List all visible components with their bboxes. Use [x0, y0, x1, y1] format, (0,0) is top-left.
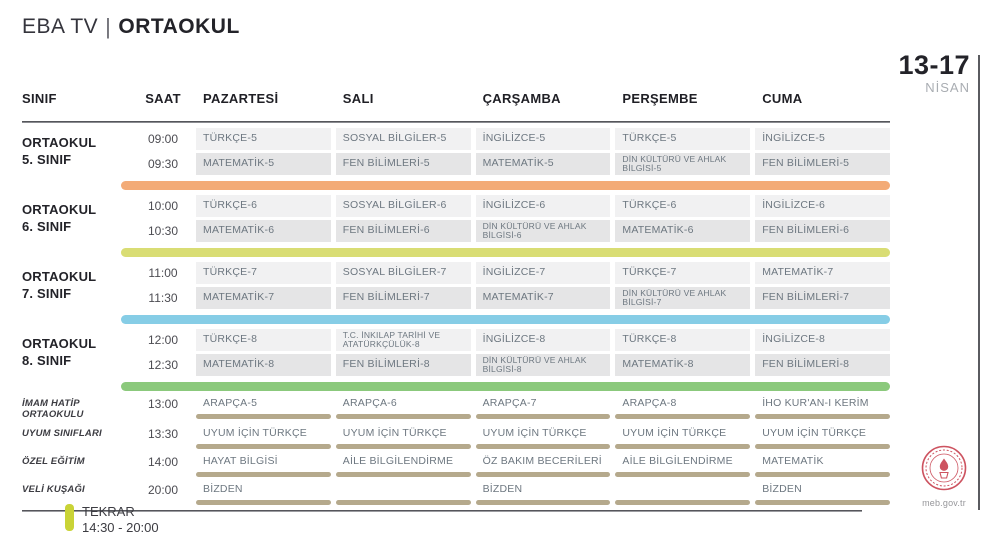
tan-underline-bar — [336, 500, 471, 505]
subject-cell — [755, 453, 890, 477]
tan-underline-bar — [196, 472, 331, 477]
time-cell: 20:00 — [147, 482, 179, 497]
subject-text: UYUM İÇİN TÜRKÇE — [482, 426, 587, 439]
subject-text: AİLE BİLGİLENDİRME — [622, 454, 733, 467]
subject-cell — [615, 425, 750, 449]
time-cell: 11:30 — [148, 291, 178, 305]
row-label: ÖZEL EĞİTİM — [22, 455, 85, 467]
row-label: UYUM SINIFLARI — [22, 427, 102, 439]
subject-text: ARAPÇA-6 — [342, 397, 397, 409]
subject-cell: İNGİLİZCE-5 — [755, 128, 890, 150]
separator-bar-grade7 — [121, 315, 890, 324]
column-header-sinif: SINIF — [22, 90, 57, 106]
column-header-persembe: PERŞEMBE — [622, 90, 698, 106]
repeat-marker-bar — [65, 504, 74, 531]
grade-label-line2: 8. SINIF — [22, 352, 72, 368]
repeat-label: TEKRAR — [82, 504, 135, 519]
date-range-days: 13-17 — [898, 50, 970, 80]
time-cell: 10:00 — [147, 199, 179, 213]
time-cell: 12:00 — [147, 333, 179, 347]
subject-cell: MATEMATİK-8 — [196, 354, 331, 376]
subject-cell: İNGİLİZCE-5 — [476, 128, 611, 150]
subject-cell — [615, 481, 750, 505]
grade-block-7 — [22, 262, 890, 309]
subject-cell: İNGİLİZCE-8 — [476, 329, 611, 351]
grade-label — [22, 269, 130, 302]
subject-text — [336, 481, 471, 497]
subject-cell — [615, 395, 750, 419]
tan-underline-bar — [615, 472, 750, 477]
header-divider-line — [22, 121, 890, 123]
subject-cell: MATEMATİK-6 — [615, 220, 750, 242]
date-range — [898, 52, 970, 94]
column-header-saat: SAAT — [145, 90, 181, 106]
subject-text: İHO KUR'AN-I KERİM — [762, 397, 869, 409]
subject-cell — [336, 481, 471, 505]
subject-cell: TÜRKÇE-6 — [615, 195, 750, 217]
time-cell: 13:30 — [147, 426, 179, 441]
subject-cell — [476, 395, 611, 419]
grade-label-line1: ORTAOKUL — [22, 202, 97, 218]
grade-label-line1: ORTAOKUL — [22, 269, 97, 285]
subject-cell: TÜRKÇE-8 — [196, 329, 331, 351]
tan-underline-bar — [476, 472, 611, 477]
subject-cell: DİN KÜLTÜRÜ VE AHLAK BİLGİSİ-6 — [476, 220, 611, 242]
subject-text: UYUM İÇİN TÜRKÇE — [762, 426, 867, 439]
subject-text: ARAPÇA-7 — [482, 397, 537, 409]
separator-bar-grade6 — [121, 248, 890, 257]
subject-cell: SOSYAL BİLGİLER-6 — [336, 195, 471, 217]
row-label: VELİ KUŞAĞI — [22, 483, 85, 495]
subject-text: ARAPÇA-8 — [622, 397, 677, 409]
subject-cell — [336, 453, 471, 477]
time-cell: 13:00 — [147, 397, 179, 411]
separator-bar-grade8 — [121, 382, 890, 391]
subject-cell: TÜRKÇE-7 — [196, 262, 331, 284]
tan-underline-bar — [755, 414, 890, 419]
meb-logo-caption: meb.gov.tr — [922, 498, 966, 508]
subject-cell: İNGİLİZCE-8 — [755, 329, 890, 351]
subject-cell: FEN BİLİMLERİ-6 — [755, 220, 890, 242]
tan-underline-bar — [196, 444, 331, 449]
subject-cell — [476, 453, 611, 477]
grade-block-6 — [22, 195, 890, 242]
grade-block-8 — [22, 329, 890, 376]
title-divider: | — [105, 14, 112, 39]
subject-cell: TÜRKÇE-7 — [615, 262, 750, 284]
subject-cell: İNGİLİZCE-6 — [755, 195, 890, 217]
subject-cell: MATEMATİK-8 — [615, 354, 750, 376]
subject-cell: FEN BİLİMLERİ-5 — [336, 153, 471, 175]
subject-cell — [196, 395, 331, 419]
subject-cell — [755, 481, 890, 505]
subject-cell: MATEMATİK-7 — [196, 287, 331, 309]
row-uyum-siniflari — [22, 425, 890, 449]
grade-label-line2: 7. SINIF — [22, 285, 72, 301]
column-header-carsamba: ÇARŞAMBA — [482, 90, 561, 106]
subject-cell — [755, 395, 890, 419]
page-title — [22, 14, 240, 40]
tan-underline-bar — [196, 500, 331, 505]
column-header-pazartesi: PAZARTESİ — [203, 90, 279, 106]
time-cell: 09:30 — [147, 157, 179, 171]
subject-cell: MATEMATİK-7 — [755, 262, 890, 284]
subject-cell — [196, 481, 331, 505]
row-imam-hatip — [22, 395, 890, 421]
subject-cell: TÜRKÇE-8 — [615, 329, 750, 351]
grade-label-line1: ORTAOKUL — [22, 336, 97, 352]
time-cell: 09:00 — [147, 132, 179, 146]
subject-cell: FEN BİLİMLERİ-5 — [755, 153, 890, 175]
subject-cell: T.C. İNKILAP TARİHİ VE ATATÜRKÇÜLÜK-8 — [336, 329, 471, 351]
schedule-table — [22, 88, 890, 512]
tan-underline-bar — [336, 444, 471, 449]
grade-label — [22, 135, 130, 168]
subject-cell — [336, 425, 471, 449]
tan-underline-bar — [615, 500, 750, 505]
subject-cell — [196, 453, 331, 477]
row-ozel-egitim — [22, 453, 890, 477]
subject-cell — [196, 425, 331, 449]
time-cell: 14:00 — [147, 454, 179, 469]
grade-label-line2: 5. SINIF — [22, 151, 72, 167]
tan-underline-bar — [755, 444, 890, 449]
tan-underline-bar — [476, 500, 611, 505]
subject-cell: SOSYAL BİLGİLER-5 — [336, 128, 471, 150]
subject-cell: FEN BİLİMLERİ-7 — [336, 287, 471, 309]
subject-cell: DİN KÜLTÜRÜ VE AHLAK BİLGİSİ-5 — [615, 153, 750, 175]
subject-text: BİZDEN — [203, 482, 243, 495]
subject-cell — [615, 453, 750, 477]
row-label: İMAM HATİP ORTAOKULU — [22, 398, 84, 421]
subject-cell: FEN BİLİMLERİ-6 — [336, 220, 471, 242]
grade-label — [22, 202, 130, 235]
tan-underline-bar — [755, 472, 890, 477]
tan-underline-bar — [476, 444, 611, 449]
subject-cell: İNGİLİZCE-7 — [476, 262, 611, 284]
repeat-time: 14:30 - 20:00 — [82, 520, 159, 535]
subject-text: UYUM İÇİN TÜRKÇE — [203, 426, 307, 439]
tan-underline-bar — [336, 414, 471, 419]
subject-cell: MATEMATİK-7 — [476, 287, 611, 309]
tan-underline-bar — [615, 414, 750, 419]
subject-text: BİZDEN — [482, 482, 523, 495]
subject-cell: FEN BİLİMLERİ-7 — [755, 287, 890, 309]
section-name: ORTAOKUL — [118, 15, 240, 38]
subject-cell: TÜRKÇE-5 — [196, 128, 331, 150]
tan-underline-bar — [476, 414, 611, 419]
subject-cell: İNGİLİZCE-6 — [476, 195, 611, 217]
subject-cell: DİN KÜLTÜRÜ VE AHLAK BİLGİSİ-8 — [476, 354, 611, 376]
tan-underline-bar — [615, 444, 750, 449]
subject-cell: MATEMATİK-6 — [196, 220, 331, 242]
subject-text: MATEMATİK — [762, 454, 824, 467]
subject-text: UYUM İÇİN TÜRKÇE — [622, 426, 727, 439]
subject-text: HAYAT BİLGİSİ — [203, 454, 278, 467]
time-cell: 12:30 — [147, 358, 179, 372]
grade-label-line1: ORTAOKUL — [22, 135, 97, 151]
subject-cell: MATEMATİK-5 — [476, 153, 611, 175]
column-header-sali: SALI — [342, 90, 374, 106]
time-cell: 11:00 — [148, 266, 178, 280]
grade-label-line2: 6. SINIF — [22, 218, 72, 234]
tan-underline-bar — [336, 472, 471, 477]
subject-cell — [755, 425, 890, 449]
column-header-cuma: CUMA — [762, 90, 803, 106]
brand-name: EBA TV — [22, 15, 99, 38]
meb-seal-icon — [920, 444, 968, 492]
subject-text — [615, 481, 750, 497]
subject-cell — [336, 395, 471, 419]
subject-cell: TÜRKÇE-6 — [196, 195, 331, 217]
time-cell: 10:30 — [147, 224, 179, 238]
subject-text: ÖZ BAKIM BECERİLERİ — [482, 454, 602, 467]
repeat-note — [65, 504, 159, 535]
grade-label — [22, 336, 130, 369]
tan-underline-bar — [755, 500, 890, 505]
row-veli-kusagi — [22, 481, 890, 505]
grade-block-5 — [22, 128, 890, 175]
date-range-month: NİSAN — [925, 80, 970, 95]
subject-text: BİZDEN — [762, 482, 802, 495]
subject-cell: SOSYAL BİLGİLER-7 — [336, 262, 471, 284]
subject-cell: TÜRKÇE-5 — [615, 128, 750, 150]
separator-bar-grade5 — [121, 181, 890, 190]
subject-cell: DİN KÜLTÜRÜ VE AHLAK BİLGİSİ-7 — [615, 287, 750, 309]
subject-cell — [476, 481, 611, 505]
tan-underline-bar — [196, 414, 331, 419]
subject-text: ARAPÇA-5 — [203, 397, 258, 409]
meb-logo — [914, 444, 974, 508]
subject-cell: MATEMATİK-5 — [196, 153, 331, 175]
subject-cell — [476, 425, 611, 449]
column-header-row — [22, 88, 890, 108]
subject-text: UYUM İÇİN TÜRKÇE — [342, 426, 447, 439]
subject-text: AİLE BİLGİLENDİRME — [342, 454, 454, 467]
subject-cell: FEN BİLİMLERİ-8 — [755, 354, 890, 376]
right-vertical-rule — [978, 55, 980, 510]
subject-cell: FEN BİLİMLERİ-8 — [336, 354, 471, 376]
